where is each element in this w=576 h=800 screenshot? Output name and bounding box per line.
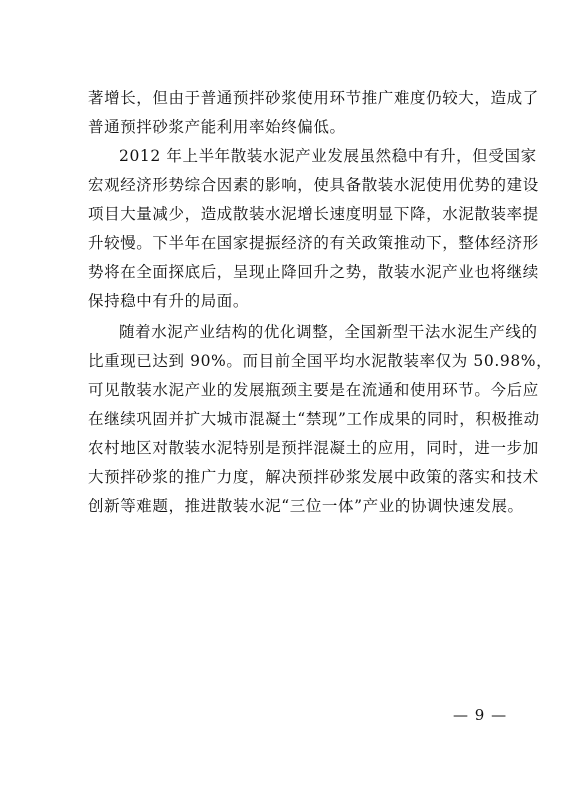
- paragraph-line: 著增长，但由于普通预拌砂浆使用环节推广难度仍较大，造成了: [88, 89, 539, 107]
- paragraph-line: 大预拌砂浆的推广力度，解决预拌砂浆发展中政策的落实和技术: [88, 468, 539, 486]
- paragraph-line: 创新等难题，推进散装水泥“三位一体”产业的协调快速发展。: [88, 497, 524, 515]
- paragraph-1: [88, 84, 539, 142]
- paragraph-line: 比重现已达到 90%。而目前全国平均水泥散装率仅为 50.98%，: [88, 352, 553, 370]
- paragraph-line: 农村地区对散装水泥特别是预拌混凝土的应用，同时，进一步加: [88, 439, 539, 457]
- paragraph-line: 2012 年上半年散装水泥产业发展虽然稳中有升，但受国家: [119, 147, 537, 165]
- paragraph-3: [88, 318, 553, 521]
- page-number: — 9 —: [453, 706, 508, 724]
- paragraph-line: 可见散装水泥产业的发展瓶颈主要是在流通和使用环节。今后应: [88, 381, 539, 399]
- paragraph-line: 势将在全面探底后，呈现止降回升之势，散装水泥产业也将继续: [88, 263, 539, 281]
- paragraph-line: 项目大量减少，造成散装水泥增长速度明显下降，水泥散装率提: [88, 205, 539, 223]
- paragraph-line: 升较慢。下半年在国家提振经济的有关政策推动下，整体经济形: [88, 234, 539, 252]
- paragraph-line: 保持稳中有升的局面。: [88, 292, 250, 310]
- paragraph-line: 宏观经济形势综合因素的影响，使具备散装水泥使用优势的建设: [88, 176, 539, 194]
- paragraph-2: [88, 142, 539, 316]
- paragraph-line: 在继续巩固并扩大城市混凝土“禁现”工作成果的同时，积极推动: [88, 410, 540, 428]
- paragraph-line: 普通预拌砂浆产能利用率始终偏低。: [88, 118, 346, 136]
- paragraph-line: 随着水泥产业结构的优化调整，全国新型干法水泥生产线的: [119, 323, 538, 341]
